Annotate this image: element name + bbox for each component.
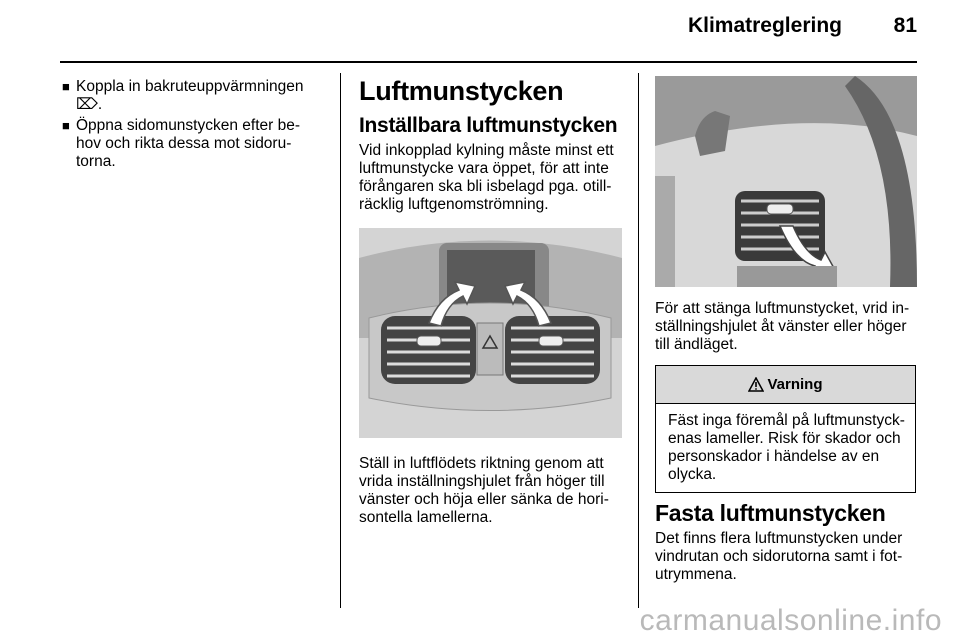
section-heading-fixed-vents: Fasta luftmunstycken <box>655 500 886 526</box>
column-divider-2 <box>638 73 639 608</box>
bullet-text: Koppla in bakruteuppvärmningen ⌦. <box>76 78 304 113</box>
figure-caption: Ställ in luftflödets riktning genom att vrida inställningshjulet från höger till vänster och höja eller sänka de hori- sontella lamellerna. <box>359 455 609 526</box>
section-heading: Luftmunstycken <box>359 76 564 106</box>
page-title: Klimatreglering <box>687 14 842 37</box>
dashboard-vents-illustration <box>359 228 622 438</box>
bullet-item <box>62 117 322 171</box>
section-subheading: Inställbara luftmunstycken <box>359 114 618 137</box>
left-column <box>62 78 322 174</box>
intro-paragraph: Vid inkopplad kylning måste minst ett luftmunstycke vara öppet, för att inte förångaren ska bli isbelagd pga. otill- räcklig luftgenomströmning. <box>359 142 614 213</box>
page-number: 81 <box>893 14 917 37</box>
warning-header <box>656 366 915 404</box>
warning-title: Varning <box>767 376 823 393</box>
bullet-item <box>62 78 322 114</box>
header-divider <box>60 61 917 63</box>
column-divider-1 <box>340 73 341 608</box>
warning-box <box>655 365 916 493</box>
bullet-mark: ■ <box>62 118 70 133</box>
warning-triangle-icon <box>748 377 764 392</box>
middle-column <box>359 76 627 214</box>
fixed-vents-paragraph: Det finns flera luftmunstycken under vindrutan och sidorutorna samt i fot- utrymmena. <box>655 530 903 583</box>
bullet-mark: ■ <box>62 79 70 94</box>
side-vent-illustration <box>655 76 917 287</box>
watermark: carmanualsonline.info <box>639 604 942 637</box>
warning-body: Fäst inga föremål på luftmunstyck- enas lameller. Risk för skador och personskador i händelse av en olycka. <box>668 412 905 483</box>
close-vent-paragraph: För att stänga luftmunstycket, vrid in- ställningshjulet åt vänster eller höger till ändläget. <box>655 300 910 353</box>
bullet-text: Öppna sidomunstycken efter be- hov och rikta dessa mot sidoru- torna. <box>76 117 301 170</box>
